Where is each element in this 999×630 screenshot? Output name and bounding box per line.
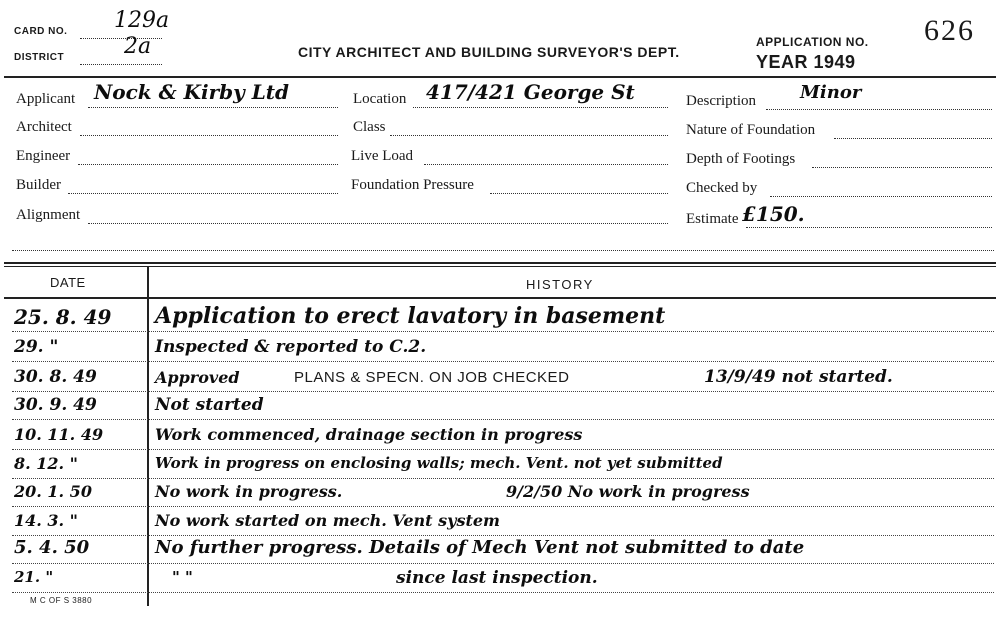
architect-line — [80, 135, 338, 136]
estimate-label: Estimate — [686, 211, 739, 227]
description-line — [766, 109, 992, 110]
history-column-header: HISTORY — [526, 277, 594, 292]
history-header-rule — [4, 297, 996, 299]
estimate-line — [746, 227, 992, 228]
builder-line — [68, 193, 338, 194]
location-label: Location — [353, 91, 407, 107]
history-top-rule-thin — [4, 266, 996, 267]
live-load-line — [424, 164, 668, 165]
history-rule — [12, 563, 994, 564]
district-line — [80, 64, 162, 65]
history-row-text: since last inspection. — [396, 568, 598, 588]
depth-of-footings-label: Depth of Footings — [686, 151, 796, 167]
checked-by-label: Checked by — [686, 180, 758, 196]
department-title: CITY ARCHITECT AND BUILDING SURVEYOR'S DEPT. — [298, 44, 680, 60]
card-no-value: 129a — [114, 8, 170, 33]
history-row-date: 8. 12. " — [14, 454, 79, 473]
history-rule — [12, 535, 994, 536]
class-line — [390, 135, 668, 136]
district-value: 2a — [124, 34, 152, 59]
history-rule — [12, 592, 994, 593]
form-code: M C OF S 3880 — [30, 596, 93, 605]
history-row-text: Application to erect lavatory in basement — [155, 303, 666, 329]
architect-label: Architect — [16, 119, 72, 135]
history-row-date: 20. 1. 50 — [14, 482, 92, 501]
estimate-value: £150. — [742, 202, 805, 226]
stamp-plans-checked: PLANS & SPECN. ON JOB CHECKED — [294, 369, 570, 386]
year-label: YEAR 1949 — [756, 52, 856, 72]
depth-of-footings-line — [812, 167, 992, 168]
foundation-pressure-label: Foundation Pressure — [351, 177, 474, 193]
history-row-date: 14. 3. " — [14, 511, 79, 530]
history-row-text: Work in progress on enclosing walls; mech. Vent. not yet submitted — [155, 454, 723, 472]
location-line — [413, 107, 668, 108]
history-rule — [12, 449, 994, 450]
builder-label: Builder — [16, 177, 61, 193]
history-row-text: No work started on mech. Vent system — [155, 511, 500, 530]
date-column-header: DATE — [50, 275, 86, 290]
history-row-text: No work in progress. — [155, 482, 343, 501]
history-row-text: Inspected & reported to C.2. — [155, 337, 427, 357]
engineer-line — [78, 164, 338, 165]
history-rule — [12, 506, 994, 507]
application-no-label: APPLICATION NO. — [756, 35, 869, 49]
engineer-label: Engineer — [16, 148, 71, 164]
history-rule — [12, 478, 994, 479]
description-value: Minor — [800, 82, 862, 103]
history-row-date: 25. 8. 49 — [14, 305, 112, 329]
history-rule — [12, 331, 994, 332]
checked-by-line — [770, 196, 992, 197]
nature-of-foundation-label: Nature of Foundation — [686, 122, 816, 138]
fields-bottom-line — [12, 250, 994, 251]
description-label: Description — [686, 93, 756, 109]
history-rule — [12, 361, 994, 362]
location-value: 417/421 George St — [426, 80, 635, 104]
history-rule — [12, 419, 994, 420]
header-divider — [4, 76, 996, 78]
history-ditto: " " — [172, 568, 193, 586]
history-note-row7: 9/2/50 No work in progress — [506, 482, 750, 501]
history-row-date: 10. 11. 49 — [14, 425, 104, 444]
history-row-text: No further progress. Details of Mech Vent not submitted to date — [155, 537, 805, 558]
nature-of-foundation-line — [834, 138, 992, 139]
history-row-date: 21. " — [14, 568, 54, 586]
history-row-date: 30. 8. 49 — [14, 367, 97, 387]
history-row-text: Approved — [155, 368, 240, 387]
history-row-text: Work commenced, drainage section in progress — [155, 425, 583, 444]
live-load-label: Live Load — [351, 148, 414, 164]
history-top-rule — [4, 262, 996, 264]
application-no-value: 626 — [924, 14, 975, 47]
history-rule — [12, 391, 994, 392]
history-note-row3: 13/9/49 not started. — [704, 367, 893, 387]
applicant-value: Nock & Kirby Ltd — [94, 80, 290, 104]
history-row-date: 5. 4. 50 — [14, 537, 90, 558]
alignment-line — [88, 223, 668, 224]
history-row-date: 29. " — [14, 337, 59, 357]
class-label: Class — [353, 119, 386, 135]
foundation-pressure-line — [490, 193, 668, 194]
applicant-line — [88, 107, 338, 108]
history-row-text: Not started — [155, 395, 264, 415]
card-no-label: CARD NO. — [14, 26, 68, 37]
history-row-date: 30. 9. 49 — [14, 395, 97, 415]
date-column-divider — [147, 266, 149, 606]
applicant-label: Applicant — [16, 91, 76, 107]
district-label: DISTRICT — [14, 52, 65, 63]
alignment-label: Alignment — [16, 207, 81, 223]
